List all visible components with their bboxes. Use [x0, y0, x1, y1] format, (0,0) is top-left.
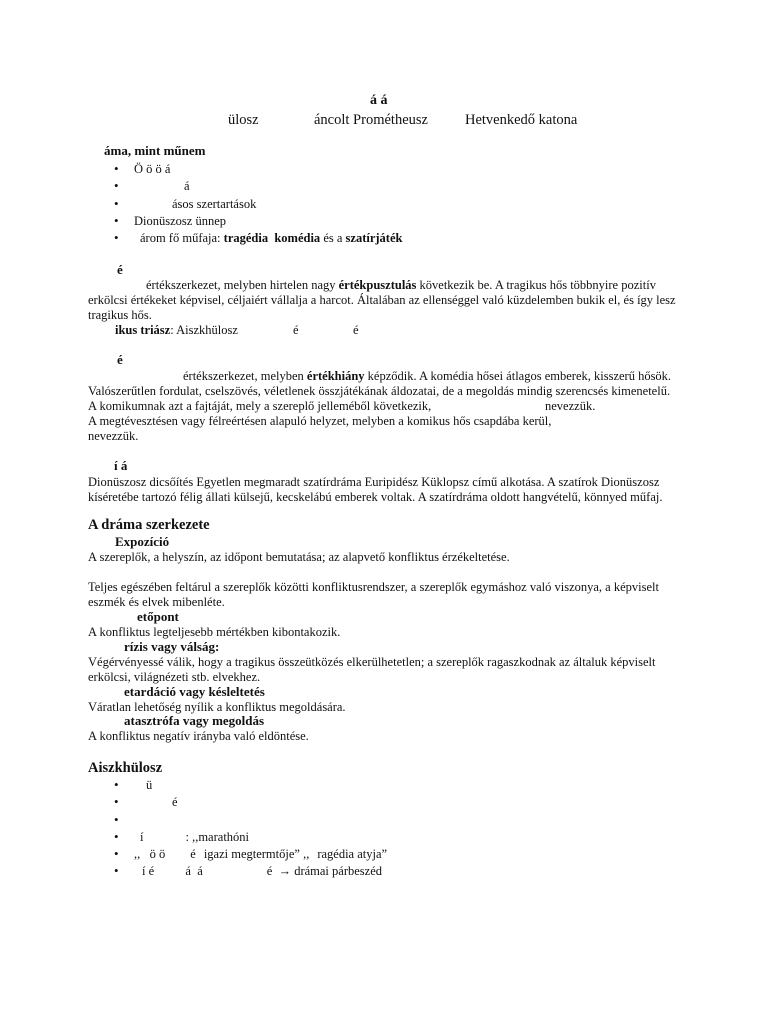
- text: értékszerkezet, melyben hirtelen nagy: [146, 278, 339, 292]
- trias-label: ikus triász: [115, 323, 171, 337]
- list-item: [114, 214, 402, 231]
- text: képződik. A komédia hősei átlagos emberek, kisszerű hősök.: [364, 369, 672, 383]
- aiszkhulosz-bullet-list: [114, 778, 387, 882]
- komedia-line-5: nevezzük.: [88, 429, 139, 443]
- komedia-line-3: A komikumnak azt a fajtáját, mely a szereplő jelleméből következik,: [88, 399, 432, 413]
- list-item: [114, 864, 387, 881]
- bullet-text: í: [140, 829, 144, 844]
- list-item: [114, 179, 402, 196]
- document-title: á á: [370, 93, 388, 108]
- genre-tragedia: tragédia: [223, 231, 269, 246]
- tragedia-line-3: tragikus hős.: [88, 308, 152, 322]
- bonyodalom-line-2: eszmék és elvek mibenléte.: [88, 595, 225, 609]
- expozicio-label: Expozíció: [115, 534, 170, 549]
- bullet-text: é: [172, 795, 178, 810]
- bullet-text: ragédia atyja”: [317, 847, 388, 862]
- bullet-text: Ö ö ö á: [134, 162, 171, 176]
- section-heading-tragedia: é: [117, 262, 123, 277]
- section-heading-komedia: é: [117, 352, 123, 367]
- retardacio-text: Váratlan lehetőség nyílik a konfliktus megoldására.: [88, 700, 346, 714]
- bullet-text: : ,,marathóni: [185, 829, 250, 844]
- bullet-text: ,, ö ö é: [134, 847, 196, 862]
- list-item: [114, 231, 402, 248]
- krizis-line-2: erkölcsi, világnézeti stb. elvekhez.: [88, 670, 261, 684]
- keyword-ertekhiany: értékhiány: [306, 369, 365, 383]
- retardacio-label: etardáció vagy késleltetés: [124, 684, 265, 699]
- trias-text: : Aiszkhülosz: [170, 323, 238, 337]
- list-item: [114, 162, 402, 179]
- list-item: [114, 813, 387, 830]
- bullet-text: ü: [146, 778, 153, 792]
- text: következik be. A tragikus hős többnyire pozitív: [416, 278, 656, 292]
- work-title-3: Hetvenkedő katona: [465, 112, 578, 128]
- krizis-line-1: Végérvényessé válik, hogy a tragikus összeütközés elkerülhetetlen; a szereplők ragaszkodnak az általuk képviselt: [88, 655, 656, 669]
- work-title-2: áncolt Prométheusz: [314, 112, 428, 128]
- drama-bullet-list: [114, 162, 402, 248]
- work-title-1: ülosz: [228, 112, 259, 128]
- tragedia-line-1: [146, 278, 656, 293]
- komedia-line-3-end: nevezzük.: [545, 399, 596, 413]
- krizis-label: rízis vagy válság:: [124, 639, 220, 654]
- tetopont-text: A konfliktus legteljesebb mértékben kibontakozik.: [88, 625, 341, 639]
- list-item: [114, 847, 387, 864]
- bullet-text: ásos szertartások: [172, 196, 257, 211]
- bullet-text: igazi megtermtője” ,,: [203, 847, 310, 862]
- tragikus-triasz: [115, 323, 238, 338]
- bonyodalom-line-1: Teljes egészében feltárul a szereplők közötti konfliktusrendszer, a szereplők egymáshoz való viszonya, a képviselt: [88, 580, 659, 594]
- bullet-text: árom fő műfaja:: [140, 231, 224, 246]
- komedia-line-4: A megtévesztésen vagy félreértésen alapuló helyzet, melyben a komikus hős csapdába kerül,: [88, 414, 552, 428]
- trias-e2: é: [353, 323, 359, 337]
- list-item: [114, 778, 387, 795]
- section-heading-aiszkhulosz: Aiszkhülosz: [88, 760, 163, 776]
- bullet-text: á: [184, 179, 190, 194]
- bullet-text: í é á á: [142, 864, 203, 879]
- komedia-line-2: Valószerűtlen fordulat, cselszövés, véletlenek összjátékának áldozatai, de a megoldás mindig szerencsés kimenetelű.: [88, 384, 671, 398]
- list-item: [114, 830, 387, 847]
- section-heading-szatir: í á: [114, 458, 128, 473]
- genre-szatirjatek: szatírjáték: [345, 231, 403, 246]
- section-heading-drama: áma, mint műnem: [104, 143, 206, 158]
- szatir-line-1: Dionüszosz dicsőítés Egyetlen megmaradt szatírdráma Euripidész Küklopsz című alkotása. A szatírok Dionüszosz: [88, 475, 660, 489]
- bullet-text: Dionüszosz ünnep: [134, 213, 226, 228]
- genre-komedia: komédia: [274, 231, 321, 246]
- komedia-line-1: [183, 369, 671, 384]
- expozicio-text: A szereplők, a helyszín, az időpont bemutatása; az alapvető konfliktus érzékeltetése.: [88, 550, 510, 564]
- katasztrofa-label: atasztrófa vagy megoldás: [124, 713, 265, 728]
- genre-connector: és a: [320, 231, 346, 246]
- arrow-right-icon: →: [278, 864, 292, 879]
- list-item: [114, 197, 402, 214]
- katasztrofa-text: A konfliktus negatív irányba való eldöntése.: [88, 729, 309, 743]
- szatir-line-2: kíséretébe tartozó félig állati külsejű, kecskelábú emberek voltak. A szatírdráma oldott hangvételű, könnyed műfaj.: [88, 490, 663, 504]
- trias-e1: é: [293, 323, 299, 337]
- keyword-ertekpusztulas: értékpusztulás: [338, 278, 417, 292]
- bullet-text: é: [266, 864, 273, 879]
- text: értékszerkezet, melyben: [183, 369, 307, 383]
- tetopont-label: etőpont: [137, 609, 179, 624]
- list-item: [114, 795, 387, 812]
- tragedia-line-2: erkölcsi értékeket képvisel, céljaiért vállalja a harcot. Általában az ellenséggel való küzdelemben bukik el, és így lesz: [88, 293, 676, 307]
- bullet-text: drámai párbeszéd: [294, 864, 382, 879]
- section-heading-szerkezet: A dráma szerkezete: [88, 517, 210, 533]
